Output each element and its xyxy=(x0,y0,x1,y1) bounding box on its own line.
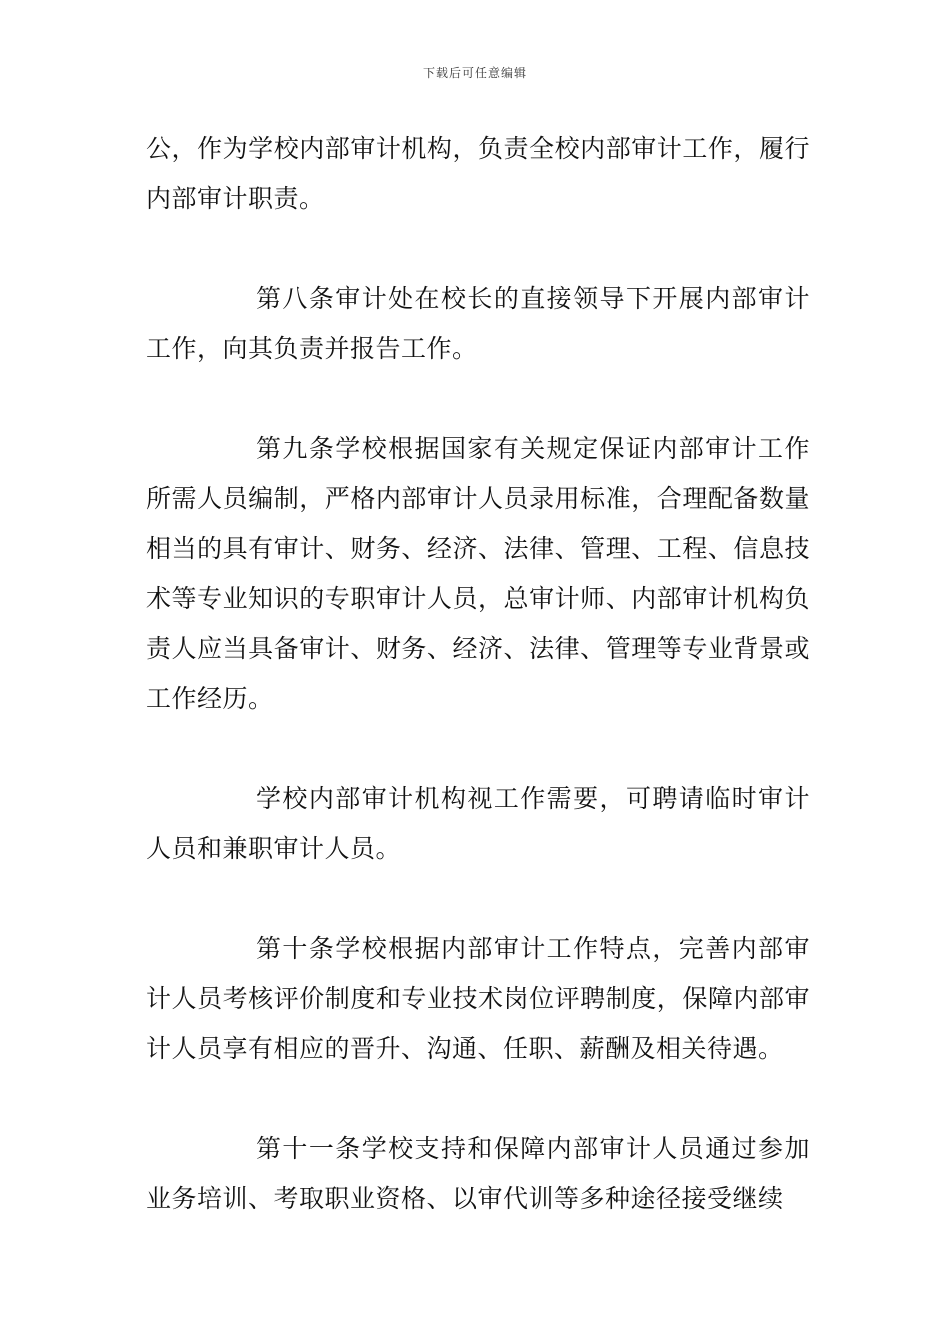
paragraph-gap xyxy=(146,224,810,274)
paragraph-gap xyxy=(146,874,810,924)
paragraph-article-10: 第十条学校根据内部审计工作特点，完善内部审计人员考核评价制度和专业技术岗位评聘制度，保障内部审计人员享有相应的晋升、沟通、任职、薪酬及相关待遇。 xyxy=(146,934,810,1063)
page-header: 下载后可任意编辑 xyxy=(422,66,527,80)
paragraph-continuation: 公，作为学校内部审计机构，负责全校内部审计工作，履行内部审计职责。 xyxy=(146,134,810,213)
paragraph-article-9: 第九条学校根据国家有关规定保证内部审计工作所需人员编制，严格内部审计人员录用标准，合理配备数量相当的具有审计、财务、经济、法律、管理、工程、信息技术等专业知识的专职审计人员，总审计师、内部审计机构负责人应当具备审计、财务、经济、法律、管理等专业背景或工作经历。 xyxy=(146,434,810,713)
paragraph-article-8: 第八条审计处在校长的直接领导下开展内部审计工作，向其负责并报告工作。 xyxy=(146,284,810,363)
paragraph-gap xyxy=(146,724,810,774)
document-body xyxy=(146,124,810,1224)
paragraph-gap xyxy=(146,1074,810,1124)
paragraph-temporary-staff: 学校内部审计机构视工作需要，可聘请临时审计人员和兼职审计人员。 xyxy=(146,784,810,863)
paragraph-article-11: 第十一条学校支持和保障内部审计人员通过参加业务培训、考取职业资格、以审代训等多种途径接受继续 xyxy=(146,1134,810,1213)
paragraph-gap xyxy=(146,374,810,424)
